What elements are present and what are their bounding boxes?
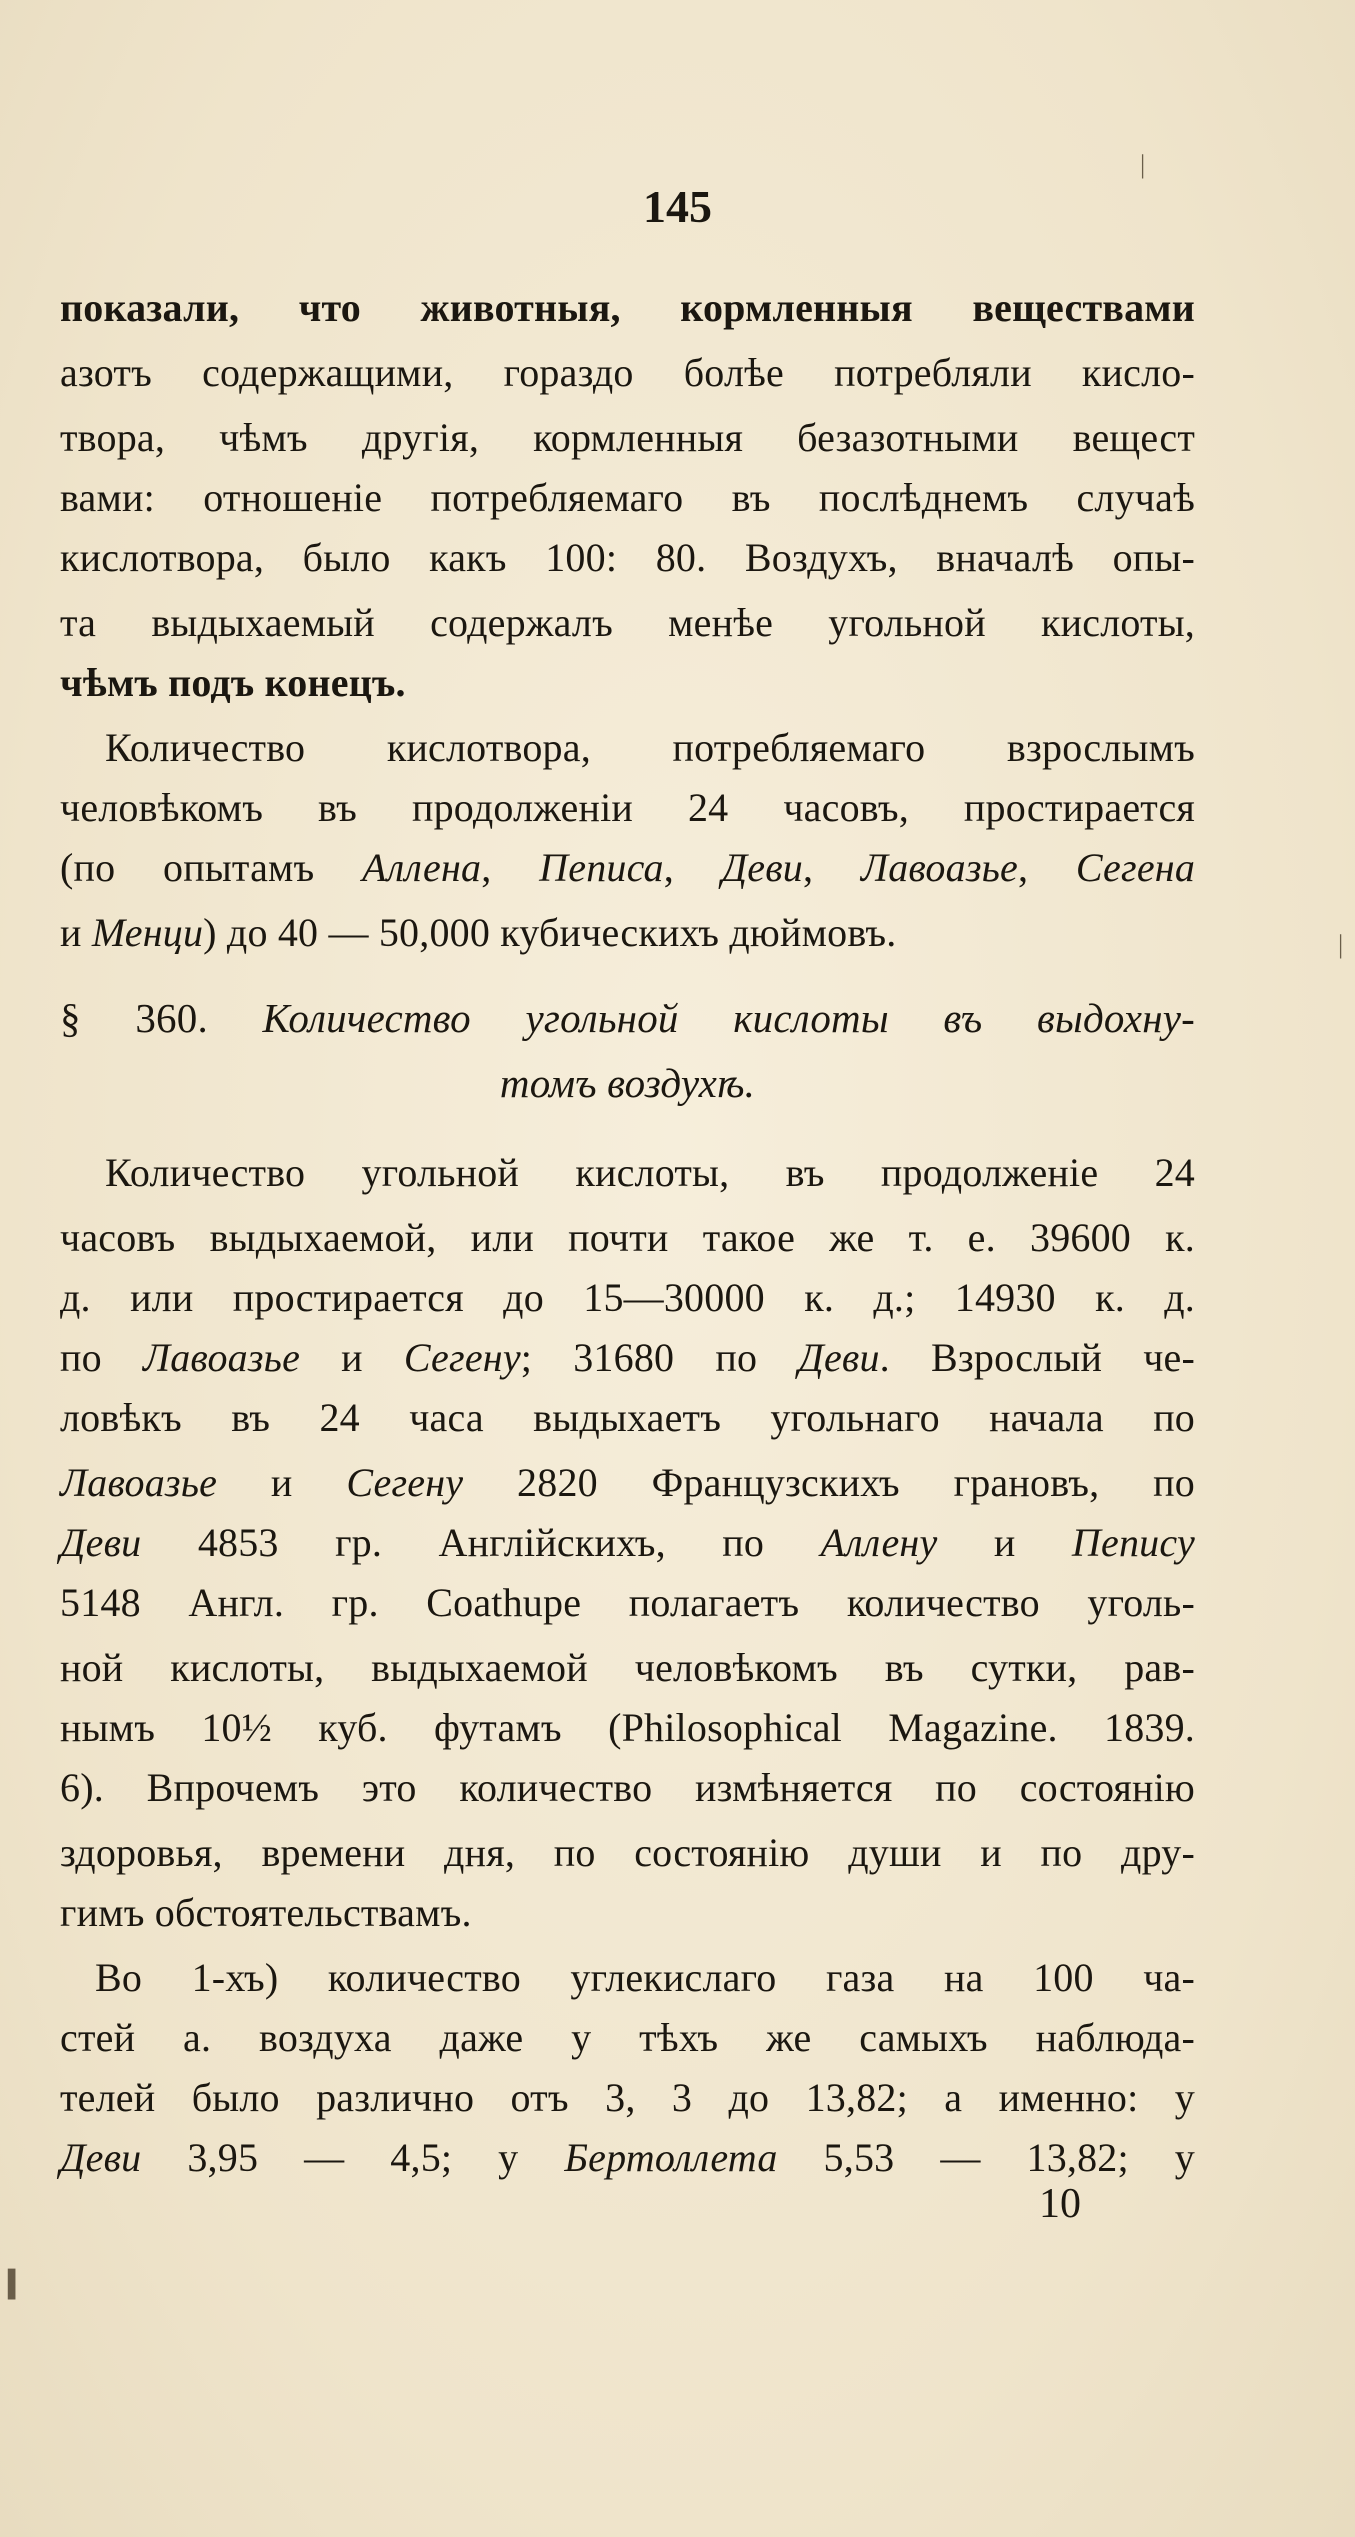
text-line (105, 1145, 1195, 1201)
italic-name: Лавоазье (142, 1335, 301, 1380)
text-line (60, 1885, 1195, 1941)
text-run: д. или простирается до 15—30000 к. д.; 14930 к. д. (60, 1275, 1195, 1320)
text-line (60, 1270, 1195, 1326)
text-line (60, 655, 1195, 711)
italic-name: Пепису (1071, 1520, 1195, 1565)
text-line (60, 1210, 1195, 1266)
text-line (60, 2070, 1195, 2126)
text-run: и (300, 1335, 404, 1380)
signature-mark: 10 (1039, 2181, 1081, 2227)
text-run: телей было различно отъ 3, 3 до 13,82; а именно: у (60, 2075, 1195, 2120)
paper-speck: | (1338, 930, 1344, 959)
text-run: гимъ обстоятельствамъ. (60, 1890, 472, 1935)
text-run: Количество угольной кислоты, въ продолженіе 24 (105, 1150, 1195, 1195)
text-line (60, 530, 1195, 586)
text-line (95, 1950, 1195, 2006)
text-run: азотъ содержащими, гораздо болѣе потребляли кисло- (60, 350, 1195, 395)
text-run: , (663, 845, 722, 890)
italic-name: Количество угольной кислоты въ выдохну- (262, 995, 1195, 1041)
paper-speck: | (1140, 150, 1146, 179)
text-run: вами: отношеніе потребляемаго въ послѣднемъ случаѣ (60, 475, 1195, 520)
text-run: человѣкомъ въ продолженіи 24 часовъ, простирается (60, 785, 1195, 830)
italic-name: Сегену (403, 1335, 521, 1380)
text-run: твора, чѣмъ другія, кормленныя безазотными вещест (60, 415, 1195, 460)
text-line (60, 2010, 1195, 2066)
text-line (60, 1390, 1195, 1446)
text-line (60, 1760, 1195, 1816)
text-run: . Взрослый че- (879, 1335, 1195, 1380)
text-run: стей а. воздуха даже у тѣхъ же самыхъ наблюда- (60, 2015, 1195, 2060)
text-line (60, 840, 1195, 896)
text-run: ной кислоты, выдыхаемой человѣкомъ въ сутки, рав- (60, 1645, 1195, 1690)
text-run: кислотвора, было какъ 100: 80. Воздухъ, вначалѣ опы- (60, 535, 1195, 580)
italic-name: Аллену (820, 1520, 938, 1565)
text-run: и (937, 1520, 1072, 1565)
text-run: Количество кислотвора, потребляемаго взрослымъ (105, 725, 1195, 770)
text-line (60, 1515, 1195, 1571)
text-run: 6). Впрочемъ это количество измѣняется по состоянію (60, 1765, 1195, 1810)
paper-speck: ▍ (8, 2270, 28, 2299)
text-line (60, 1640, 1195, 1696)
italic-name: Деви (798, 1335, 880, 1380)
text-line (60, 345, 1195, 401)
italic-name: Деви (60, 2135, 142, 2180)
text-run: по (60, 1335, 143, 1380)
text-run: та выдыхаемый содержалъ менѣе угольной кислоты, (60, 600, 1195, 645)
text-line (60, 2130, 1195, 2186)
italic-name: Сегену (346, 1460, 464, 1505)
text-run: 4853 гр. Англійскихъ, по (141, 1520, 821, 1565)
text-line (105, 720, 1195, 776)
text-run: , (1018, 845, 1076, 890)
italic-name: Лавоазье (860, 845, 1018, 890)
italic-name: Менци (91, 910, 204, 955)
text-line (60, 1055, 1195, 1111)
italic-name: Лавоазье (60, 1460, 218, 1505)
text-run: часовъ выдыхаемой, или почти такое же т. е. 39600 к. (60, 1215, 1195, 1260)
text-run: , (481, 845, 540, 890)
text-line (60, 1700, 1195, 1756)
text-run: и (217, 1460, 347, 1505)
text-run: 5,53 — 13,82; у (777, 2135, 1195, 2180)
text-line (60, 1825, 1195, 1881)
italic-name: Сегена (1075, 845, 1196, 890)
text-run: (по опытамъ (60, 845, 363, 890)
text-line (60, 1455, 1195, 1511)
text-run: 5148 Англ. гр. Coathupe полагаетъ количество уголь- (60, 1580, 1195, 1625)
page-number: 145 (643, 181, 712, 232)
italic-name: Деви (721, 845, 803, 890)
italic-name: Пеписа (539, 845, 664, 890)
text-line (60, 780, 1195, 836)
italic-name: Аллена (362, 845, 482, 890)
text-run: здоровья, времени дня, по состоянію души и по дру- (60, 1830, 1195, 1875)
text-run: Во 1-хъ) количество углекислаго газа на 100 ча- (95, 1955, 1195, 2000)
italic-name: Бертоллета (564, 2135, 778, 2180)
italic-name: томъ воздухѣ. (499, 1060, 756, 1106)
text-run: чѣмъ подъ конецъ. (60, 660, 406, 705)
text-run: 3,95 — 4,5; у (141, 2135, 565, 2180)
text-run: , (803, 845, 861, 890)
text-line (60, 1330, 1195, 1386)
text-run: 2820 Французскихъ грановъ, по (463, 1460, 1195, 1505)
italic-name: Деви (60, 1520, 142, 1565)
text-line (60, 470, 1195, 526)
text-line (60, 410, 1195, 466)
text-run: ловѣкъ въ 24 часа выдыхаетъ угольнаго начала по (60, 1395, 1195, 1440)
text-line (60, 1575, 1195, 1631)
text-line (60, 595, 1195, 651)
text-line (60, 905, 1195, 961)
text-run: показали, что животныя, кормленныя веществами (60, 285, 1195, 330)
text-run: § 360. (60, 995, 263, 1041)
text-line (60, 280, 1195, 336)
text-run: нымъ 10½ куб. футамъ (Philosophical Magazine. 1839. (60, 1705, 1195, 1750)
text-run: ) до 40 — 50,000 кубическихъ дюймовъ. (203, 910, 897, 955)
text-run: ; 31680 по (520, 1335, 799, 1380)
text-line (60, 990, 1195, 1046)
text-run: и (60, 910, 92, 955)
